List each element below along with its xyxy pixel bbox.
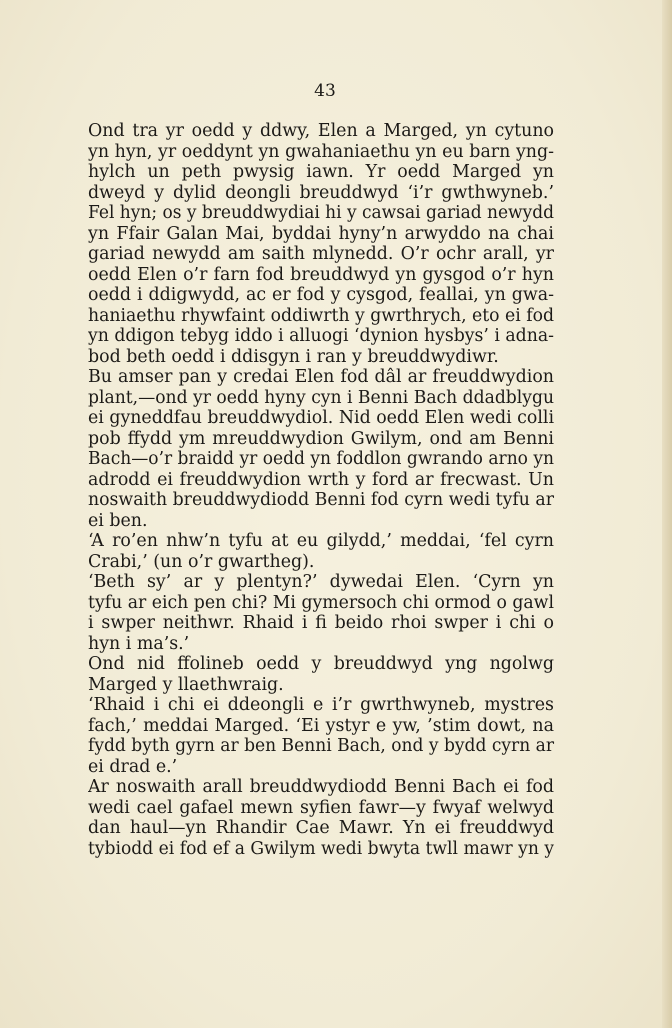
text-line: yn ddigon tebyg iddo i alluogi ‘dynion hysbys’ i adna- — [88, 326, 554, 346]
text-line: oedd Elen o’r farn fod breuddwyd yn gysgod o’r hyn — [88, 264, 554, 285]
text-line: bod beth oedd i ddisgyn i ran y breuddwydiwr. — [88, 346, 499, 367]
text-line: oedd i ddigwydd, ac er fod y cysgod, feallai, yn gwa- — [88, 285, 554, 305]
text-line: ei gyneddfau breuddwydiol. Nid oedd Elen wedi colli — [88, 408, 554, 428]
text-line: ‘Beth sy’ ar y plentyn?’ dywedai Elen. ‘Cyrn yn — [88, 572, 554, 592]
text-line: yn Ffair Galan Mai, byddai hyny’n arwyddo na chai — [88, 223, 554, 244]
text-line: tybiodd ei fod ef a Gwilym wedi bwyta twll mawr yn y — [88, 838, 554, 859]
text-line: wedi cael gafael mewn syfien fawr—y fwyaf welwyd — [88, 797, 554, 818]
text-line: ei drad e.’ — [88, 756, 178, 777]
text-line: fach,’ meddai Marged. ‘Ei ystyr e yw, ’stim dowt, na — [88, 715, 554, 736]
text-line: hylch un peth pwysig iawn. Yr oedd Marged yn — [88, 162, 554, 182]
text-line: Ar noswaith arall breuddwydiodd Benni Bach ei fod — [88, 777, 554, 797]
text-line: yn hyn, yr oeddynt yn gwahaniaethu yn eu barn yng- — [88, 141, 554, 162]
text-line: noswaith breuddwydiodd Benni fod cyrn wedi tyfu ar — [88, 490, 554, 510]
text-line: haniaethu rhywfaint oddiwrth y gwrthrych, eto ei fod — [88, 305, 554, 326]
text-line: Crabi,’ (un o’r gwartheg). — [88, 551, 315, 572]
text-line: ei ben. — [88, 510, 148, 531]
text-line: fydd byth gyrn ar ben Benni Bach, ond y bydd cyrn ar — [88, 736, 554, 756]
text-line: dweyd y dylid deongli breuddwyd ‘i’r gwthwyneb.’ — [88, 182, 554, 203]
text-line: ‘Rhaid i chi ei ddeongli e i’r gwrthwyneb, mystres — [88, 695, 554, 715]
body-text — [88, 121, 554, 859]
text-line: Ond nid ffolineb oedd y breuddwyd yng ngolwg — [88, 654, 554, 674]
text-line: gariad newydd am saith mlynedd. O’r ochr arall, yr — [88, 244, 554, 264]
page-number: 43 — [314, 81, 336, 101]
text-line: tyfu ar eich pen chi? Mi gymersoch chi ormod o gawl — [88, 592, 554, 613]
page-edge-shadow — [662, 0, 672, 1028]
text-line: Fel hyn; os y breuddwydiai hi y cawsai gariad newydd — [88, 203, 554, 223]
text-line: Ond tra yr oedd y ddwy, Elen a Marged, yn cytuno — [88, 121, 554, 141]
text-line: adrodd ei freuddwydion wrth y ford ar frecwast. Un — [88, 469, 554, 490]
text-line: plant,—ond yr oedd hyny cyn i Benni Bach ddadblygu — [88, 387, 554, 408]
text-line: Bach—o’r braidd yr oedd yn foddlon gwrando arno yn — [88, 449, 554, 469]
text-line: Marged y llaethwraig. — [88, 674, 284, 695]
text-line: i swper neithwr. Rhaid i fi beido rhoi swper i chi o — [88, 613, 554, 633]
text-line: hyn i ma’s.’ — [88, 633, 190, 654]
text-line: dan haul—yn Rhandir Cae Mawr. Yn ei freuddwyd — [88, 818, 554, 838]
text-line: ‘A ro’en nhw’n tyfu at eu gilydd,’ meddai, ‘fel cyrn — [88, 531, 554, 551]
text-line: Bu amser pan y credai Elen fod dâl ar freuddwydion — [88, 367, 554, 387]
text-line: pob ffydd ym mreuddwydion Gwilym, ond am Benni — [88, 428, 554, 449]
